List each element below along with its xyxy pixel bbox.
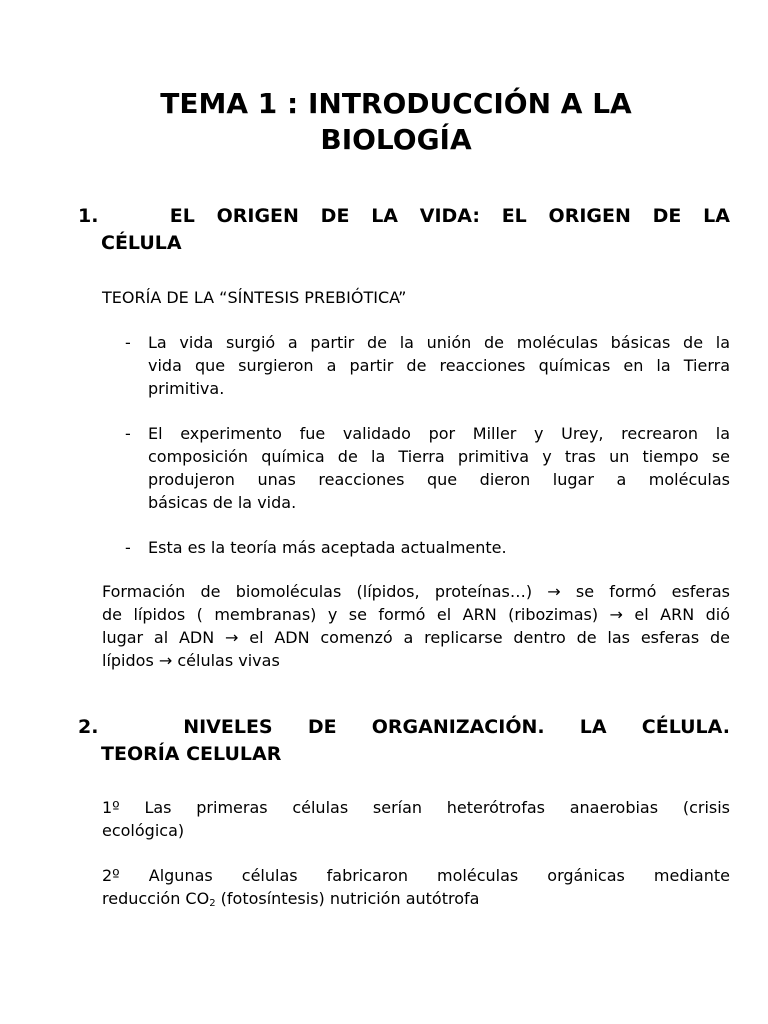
paragraph-line: ecológica) [102, 821, 185, 840]
section-1-heading-line-2: CÉLULA [101, 232, 182, 254]
bullet-dash: - [125, 333, 131, 352]
heading-word: EL [169, 205, 195, 227]
heading-word: NIVELES [183, 716, 273, 738]
bullet-dash: - [125, 538, 131, 557]
paragraph-line: 1º Las primeras células serían heterótrofas anaerobias (crisis [102, 798, 730, 817]
paragraph-line [102, 887, 730, 910]
paragraph-photosynthesis [102, 864, 730, 910]
bullet-line: La vida surgió a partir de la unión de moléculas básicas de la [148, 333, 730, 352]
bullet-line: composición química de la Tierra primitiva y tras un tiempo se [148, 447, 730, 466]
bullet-line: Esta es la teoría más aceptada actualmente. [148, 538, 507, 557]
bullet-item-3 [125, 536, 730, 559]
bullet-dash: - [125, 424, 131, 443]
section-1-heading [78, 203, 730, 257]
subtitle-text: TEORÍA DE LA “SÍNTESIS PREBIÓTICA” [102, 288, 407, 307]
subscript-2: 2 [209, 898, 216, 909]
bullet-line: básicas de la vida. [148, 493, 297, 512]
bullet-line: vida que surgieron a partir de reacciones químicas en la Tierra [148, 356, 730, 375]
heading-word: LA [579, 716, 607, 738]
document-title [100, 86, 692, 158]
title-line-1: TEMA 1 : INTRODUCCIÓN A LA [160, 87, 632, 120]
bullet-line: El experimento fue validado por Miller y Urey, recrearon la [148, 424, 730, 443]
title-line-2: BIOLOGÍA [320, 123, 472, 156]
bullet-line: primitiva. [148, 379, 225, 398]
section-2-heading-line-2: TEORÍA CELULAR [101, 743, 282, 765]
heading-word: EL [501, 205, 527, 227]
heading-word: VIDA: [419, 205, 480, 227]
text-segment: reducción CO [102, 889, 210, 908]
biomolecules-paragraph [102, 580, 730, 672]
heading-word: LA [371, 205, 398, 227]
heading-word: LA [703, 205, 730, 227]
bullet-item-2 [125, 422, 730, 514]
paragraph-line: lugar al ADN → el ADN comenzó a replicarse dentro de las esferas de [102, 628, 730, 647]
heading-word: DE [320, 205, 350, 227]
heading-word: CÉLULA. [641, 716, 730, 738]
heading-word: ORIGEN [548, 205, 631, 227]
text-segment: (fotosíntesis) nutrición autótrofa [215, 889, 480, 908]
bullet-item-1 [125, 331, 730, 400]
section-1-number: 1. [78, 205, 99, 227]
section-2-heading [78, 714, 730, 768]
section-1-subtitle [102, 286, 730, 309]
paragraph-first-cells [102, 796, 730, 842]
heading-word: DE [652, 205, 682, 227]
paragraph-line: lípidos → células vivas [102, 651, 280, 670]
heading-word: ORIGEN [216, 205, 299, 227]
heading-word: ORGANIZACIÓN. [371, 716, 545, 738]
heading-word: DE [307, 716, 337, 738]
paragraph-line: de lípidos ( membranas) y se formó el ARN (ribozimas) → el ARN dió [102, 605, 730, 624]
section-2-number: 2. [78, 716, 99, 738]
paragraph-line: 2º Algunas células fabricaron moléculas orgánicas mediante [102, 866, 730, 885]
paragraph-line: Formación de biomoléculas (lípidos, proteínas…) → se formó esferas [102, 582, 730, 601]
bullet-line: produjeron unas reacciones que dieron lugar a moléculas [148, 470, 730, 489]
